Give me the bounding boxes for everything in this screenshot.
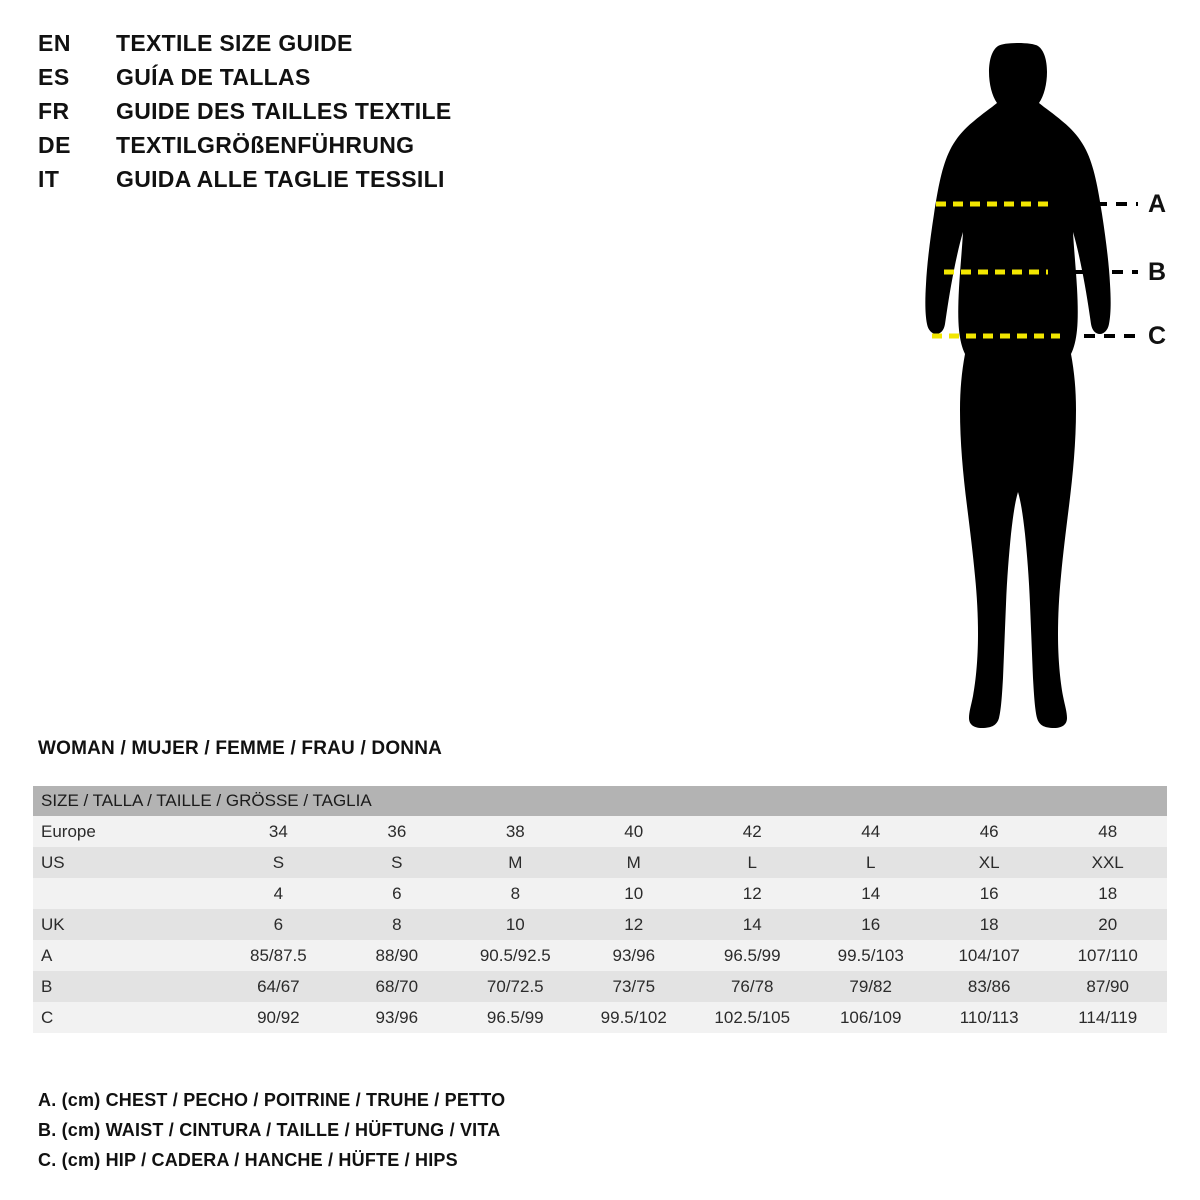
cell-us-3: M	[508, 852, 523, 872]
size-table-body	[33, 816, 1167, 1033]
cell-a-5: 96.5/99	[723, 945, 781, 965]
cell-us-2: S	[391, 852, 403, 872]
cell-us-6: L	[865, 852, 876, 872]
cell-europe-1: 34	[268, 821, 288, 841]
cell-uk-2: 8	[392, 914, 402, 934]
marker-label-c: C	[1148, 322, 1167, 350]
cell-europe-6: 44	[861, 821, 881, 841]
title-language-block	[38, 30, 598, 200]
table-row	[33, 971, 1167, 1002]
language-code-en: EN	[38, 30, 71, 56]
cell-usnum-5: 12	[742, 883, 762, 903]
cell-b-6: 79/82	[849, 976, 892, 996]
cell-c-7: 110/113	[959, 1007, 1019, 1027]
title-row-es	[38, 64, 598, 98]
cell-usnum-7: 16	[979, 883, 999, 903]
legend-line-c: C. (cm) HIP / CADERA / HANCHE / HÜFTE / HIPS	[38, 1150, 458, 1170]
table-row	[33, 816, 1167, 847]
cell-a-4: 93/96	[612, 945, 656, 965]
title-row-en	[38, 30, 598, 64]
cell-usnum-4: 10	[624, 883, 644, 903]
row-label-b: B	[41, 976, 53, 996]
cell-europe-8: 48	[1098, 821, 1118, 841]
row-label-c: C	[41, 1007, 54, 1027]
cell-usnum-3: 8	[510, 883, 521, 903]
measurement-legend	[38, 1090, 938, 1180]
section-heading-woman: WOMAN / MUJER / FEMME / FRAU / DONNA	[38, 738, 443, 759]
cell-b-7: 83/86	[967, 976, 1011, 996]
language-code-es: ES	[38, 64, 70, 90]
cell-uk-8: 20	[1098, 914, 1118, 934]
table-row	[33, 940, 1167, 971]
row-label-a: A	[41, 945, 53, 965]
cell-a-6: 99.5/103	[837, 945, 904, 965]
cell-c-6: 106/109	[839, 1007, 902, 1027]
row-label-uk: UK	[41, 914, 65, 934]
body-measurement-figure	[870, 18, 1190, 758]
row-label-europe: Europe	[41, 821, 96, 841]
title-text-en: TEXTILE SIZE GUIDE	[116, 30, 353, 56]
title-text-de: TEXTILGRÖßENFÜHRUNG	[116, 132, 415, 158]
cell-usnum-1: 4	[273, 883, 284, 903]
size-table-head	[33, 786, 1167, 816]
size-table	[33, 786, 1167, 1033]
cell-a-3: 90.5/92.5	[479, 945, 551, 965]
cell-c-8: 114/119	[1078, 1007, 1138, 1027]
cell-a-1: 85/87.5	[249, 945, 307, 965]
size-table-header-row	[33, 786, 1167, 816]
cell-us-7: XL	[978, 852, 1000, 872]
title-row-de	[38, 132, 598, 166]
cell-europe-5: 42	[742, 821, 762, 841]
cell-uk-6: 16	[861, 914, 881, 934]
size-table-header-title: SIZE / TALLA / TAILLE / GRÖSSE / TAGLIA	[33, 786, 1167, 816]
cell-us-4: M	[626, 852, 641, 872]
language-code-it: IT	[38, 166, 60, 192]
cell-b-2: 68/70	[375, 976, 419, 996]
cell-c-4: 99.5/102	[600, 1007, 667, 1027]
marker-label-a: A	[1148, 190, 1167, 218]
marker-label-b: B	[1148, 258, 1167, 286]
language-code-de: DE	[38, 132, 71, 158]
cell-uk-7: 18	[979, 914, 999, 934]
cell-c-3: 96.5/99	[486, 1007, 544, 1027]
cell-b-5: 76/78	[730, 976, 774, 996]
cell-uk-3: 10	[505, 914, 525, 934]
cell-us-8: XXL	[1091, 852, 1124, 872]
title-text-es: GUÍA DE TALLAS	[116, 64, 311, 90]
cell-c-5: 102.5/105	[714, 1007, 791, 1027]
cell-b-4: 73/75	[612, 976, 656, 996]
row-label-us-numeric	[33, 878, 219, 909]
cell-uk-4: 12	[624, 914, 644, 934]
legend-line-b: B. (cm) WAIST / CINTURA / TAILLE / HÜFTUNG / VITA	[38, 1120, 501, 1140]
cell-c-2: 93/96	[375, 1007, 419, 1027]
row-label-us: US	[41, 852, 65, 872]
cell-b-1: 64/67	[257, 976, 300, 996]
cell-a-7: 104/107	[958, 945, 1020, 965]
cell-us-1: S	[272, 852, 285, 872]
title-text-it: GUIDA ALLE TAGLIE TESSILI	[116, 166, 445, 192]
cell-us-5: L	[747, 852, 757, 872]
female-silhouette-icon	[925, 43, 1110, 728]
cell-c-1: 90/92	[257, 1007, 300, 1027]
cell-europe-3: 38	[505, 821, 525, 841]
cell-europe-4: 40	[624, 821, 644, 841]
table-row	[33, 878, 1167, 909]
table-row	[33, 909, 1167, 940]
cell-europe-7: 46	[979, 821, 999, 841]
cell-usnum-2: 6	[392, 883, 402, 903]
cell-a-8: 107/110	[1077, 945, 1138, 965]
cell-uk-5: 14	[742, 914, 762, 934]
table-row	[33, 847, 1167, 878]
cell-a-2: 88/90	[375, 945, 419, 965]
cell-b-8: 87/90	[1086, 976, 1129, 996]
title-text-fr: GUIDE DES TAILLES TEXTILE	[116, 98, 452, 124]
table-row	[33, 1002, 1167, 1033]
title-row-fr	[38, 98, 598, 132]
cell-usnum-6: 14	[861, 883, 881, 903]
cell-europe-2: 36	[387, 821, 407, 841]
legend-line-a: A. (cm) CHEST / PECHO / POITRINE / TRUHE / PETTO	[38, 1090, 506, 1110]
language-code-fr: FR	[38, 98, 70, 124]
cell-usnum-8: 18	[1098, 883, 1118, 903]
cell-b-3: 70/72.5	[486, 976, 544, 996]
cell-uk-1: 6	[273, 914, 284, 934]
title-row-it	[38, 166, 598, 200]
